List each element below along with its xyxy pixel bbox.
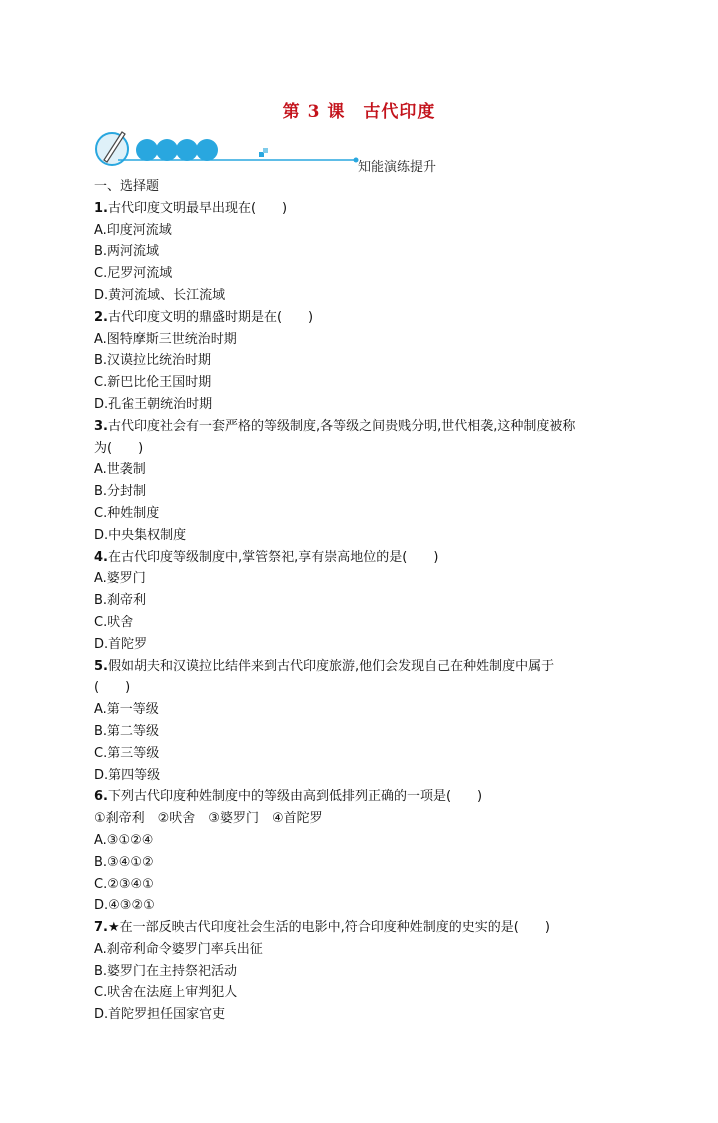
question-2 <box>94 307 634 329</box>
option: A.刹帝利命令婆罗门率兵出征 <box>94 941 263 957</box>
question-number: 7. <box>94 920 108 936</box>
question-1 <box>94 198 634 220</box>
option: B.汉谟拉比统治时期 <box>94 353 212 369</box>
question-3 <box>94 416 634 438</box>
banner-square-2 <box>263 148 268 153</box>
question-number: 1. <box>94 200 108 216</box>
option: B.婆罗门在主持祭祀活动 <box>94 963 238 979</box>
option: B.③④①② <box>94 854 154 870</box>
option: A.第一等级 <box>94 702 159 718</box>
banner-dot-3 <box>176 139 198 161</box>
option: D.首陀罗担任国家官吏 <box>94 1007 226 1023</box>
option: C.第三等级 <box>94 745 160 761</box>
option: A.印度河流域 <box>94 222 172 238</box>
question-text: 在古代印度等级制度中,掌管祭祀,享有崇高地位的是( ) <box>107 549 439 565</box>
lesson-title: 第 3 课 古代印度 <box>282 102 436 122</box>
banner-dot-1 <box>136 139 158 161</box>
option: B.刹帝利 <box>94 593 147 609</box>
option: C.尼罗河流域 <box>94 266 173 282</box>
banner-dot-2 <box>156 139 178 161</box>
question-items: ①刹帝利 ②吠舍 ③婆罗门 ④首陀罗 <box>94 811 323 827</box>
question-text: 古代印度文明的鼎盛时期是在( ) <box>107 309 314 325</box>
question-text-continued: 为( ) <box>94 440 144 456</box>
option: D.第四等级 <box>94 767 161 783</box>
banner-dot-4 <box>196 139 218 161</box>
question-list <box>94 176 634 1026</box>
question-7 <box>94 917 634 939</box>
option: C.吠舍 <box>94 614 134 630</box>
banner-label: 知能演练提升 <box>358 160 437 175</box>
option: D.④③②① <box>94 898 155 914</box>
question-number: 5. <box>94 658 108 674</box>
option: C.新巴比伦王国时期 <box>94 375 212 391</box>
question-text-continued: ( ) <box>94 680 131 696</box>
question-4 <box>94 547 634 569</box>
question-5 <box>94 656 634 678</box>
question-text: 假如胡夫和汉谟拉比结伴来到古代印度旅游,他们会发现自己在种姓制度中属于 <box>107 658 555 674</box>
option: D.黄河流域、长江流域 <box>94 287 226 303</box>
question-text: 古代印度社会有一套严格的等级制度,各等级之间贵贱分明,世代相袭,这种制度被称 <box>107 418 576 434</box>
option: B.第二等级 <box>94 723 160 739</box>
option: D.中央集权制度 <box>94 527 187 543</box>
question-text: 下列古代印度种姓制度中的等级由高到低排列正确的一项是( ) <box>107 789 483 805</box>
option: B.两河流域 <box>94 244 160 260</box>
question-text: 古代印度文明最早出现在( ) <box>107 200 288 216</box>
option: D.孔雀王朝统治时期 <box>94 396 213 412</box>
option: A.③①②④ <box>94 832 154 848</box>
option: C.②③④① <box>94 876 154 892</box>
question-number: 2. <box>94 309 108 325</box>
question-number: 4. <box>94 549 108 565</box>
section-heading: 一、选择题 <box>94 179 160 194</box>
option: C.种姓制度 <box>94 505 160 521</box>
question-number: 6. <box>94 789 108 805</box>
option: A.图特摩斯三世统治时期 <box>94 331 237 347</box>
option: A.世袭制 <box>94 462 146 478</box>
option: A.婆罗门 <box>94 571 146 587</box>
option: C.吠舍在法庭上审判犯人 <box>94 985 238 1001</box>
question-number: 3. <box>94 418 108 434</box>
question-text: ★在一部反映古代印度社会生活的电影中,符合印度种姓制度的史实的是( ) <box>107 920 550 936</box>
question-6 <box>94 786 634 808</box>
option: B.分封制 <box>94 484 147 500</box>
option: D.首陀罗 <box>94 636 148 652</box>
